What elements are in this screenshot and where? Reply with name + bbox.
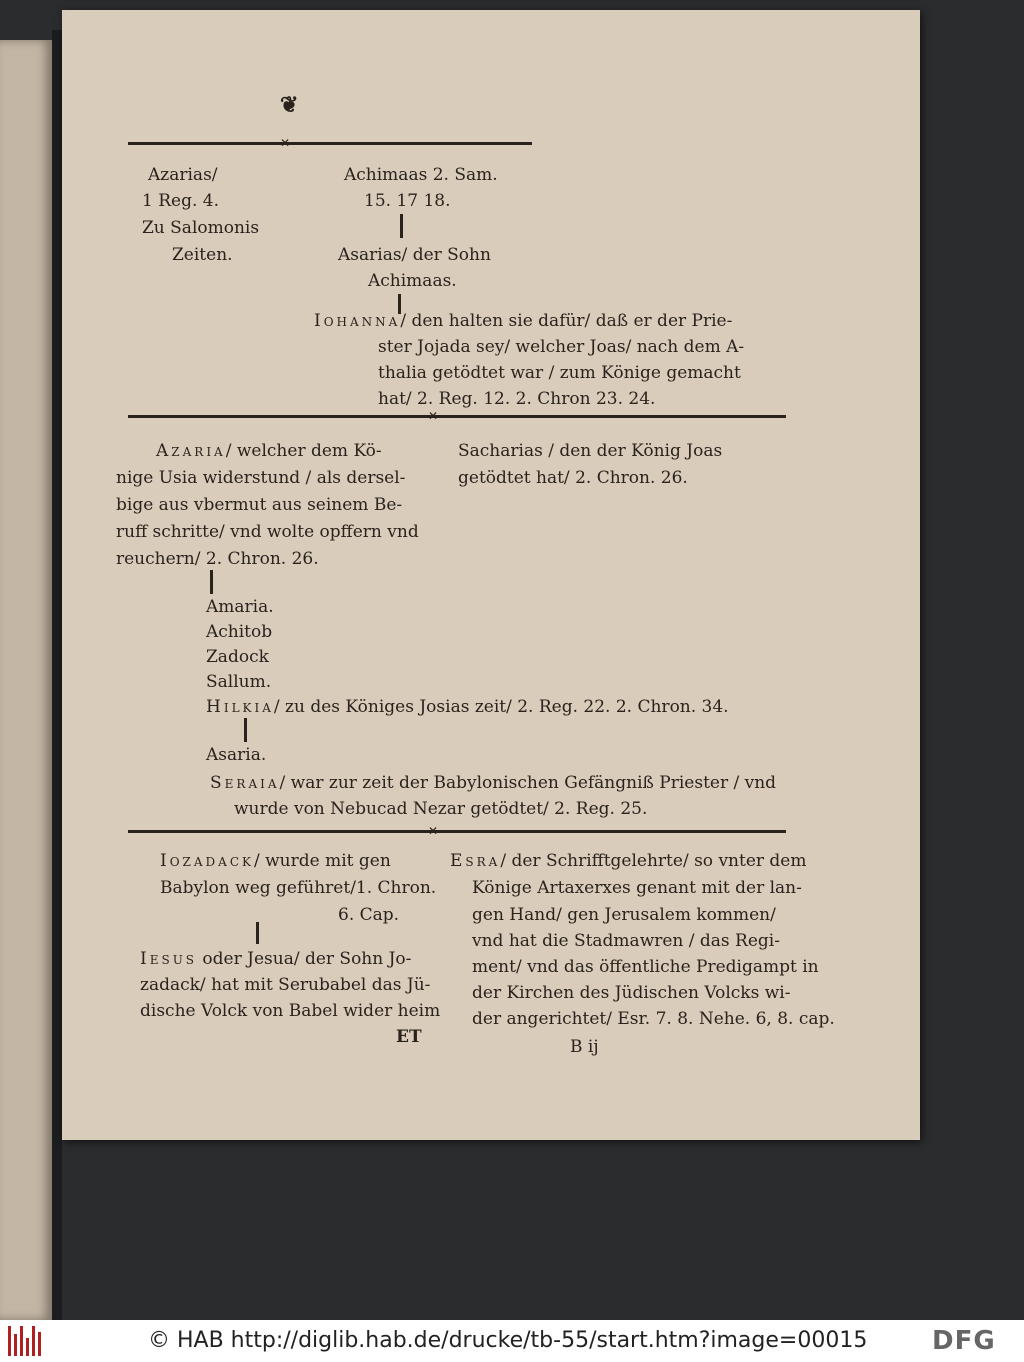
divider-rule-1: ✕: [128, 142, 532, 145]
lineage-bar: [400, 214, 403, 238]
top-ornament-icon: ❦: [280, 92, 299, 118]
azarias-line-4: Zeiten.: [172, 245, 233, 265]
achimaas-line-1: Achimaas 2. Sam.: [344, 165, 498, 185]
iozadack-line-2: Babylon weg geführet/1. Chron.: [160, 878, 437, 898]
iesus-line-3: dische Volck von Babel wider heim: [140, 1001, 441, 1021]
sacharias-line-1: Sacharias / den der König Joas: [458, 441, 723, 461]
lineage-bar: [210, 570, 213, 594]
esra-line-7: der angerichtet/ Esr. 7. 8. Nehe. 6, 8. cap.: [472, 1009, 835, 1029]
azaria-line-5: reuchern/ 2. Chron. 26.: [116, 549, 319, 569]
seraia-line-1: Seraia/ war zur zeit der Babylonischen Gefängniß Priester / vnd: [210, 773, 777, 793]
sacharias-line-2: getödtet hat/ 2. Chron. 26.: [458, 468, 688, 488]
asarias-line-1: Asarias/ der Sohn: [338, 245, 491, 265]
azaria-line-2: nige Usia widerstund / als dersel-: [116, 468, 406, 488]
johanna-line-1: Iohanna/ den halten sie dafür/ daß er der Prie-: [314, 311, 733, 331]
esra-line-1: Esra/ der Schrifftgelehrte/ so vnter dem: [450, 851, 807, 871]
book-gutter: [52, 30, 62, 1320]
esra-line-2: Könige Artaxerxes genant mit der lan-: [472, 878, 802, 898]
asarias-line-2: Achimaas.: [368, 271, 457, 291]
footer-bar: [0, 1320, 1024, 1362]
azaria-line-3: bige aus vbermut aus seinem Be-: [116, 495, 403, 515]
seraia-line-2: wurde von Nebucad Nezar getödtet/ 2. Reg. 25.: [234, 799, 648, 819]
list-item: Zadock: [206, 647, 269, 667]
hilkia-line: Hilkia/ zu des Königes Josias zeit/ 2. Reg. 22. 2. Chron. 34.: [206, 697, 729, 717]
esra-line-6: der Kirchen des Jüdischen Volcks wi-: [472, 983, 791, 1003]
copyright-link[interactable]: © HAB http://diglib.hab.de/drucke/tb-55/start.htm?image=00015: [148, 1328, 868, 1353]
esra-line-3: gen Hand/ gen Jerusalem kommen/: [472, 905, 776, 925]
iesus-line-2: zadack/ hat mit Serubabel das Jü-: [140, 975, 431, 995]
achimaas-line-2: 15. 17 18.: [364, 191, 451, 211]
lineage-bar: [256, 922, 259, 944]
dfg-logo: DFG: [932, 1326, 996, 1356]
iesus-line-1: Iesus oder Jesua/ der Sohn Jo-: [140, 949, 412, 969]
lineage-bar: [244, 718, 247, 742]
esra-line-5: ment/ vnd das öffentliche Predigampt in: [472, 957, 819, 977]
johanna-line-3: thalia getödtet war / zum Könige gemacht: [378, 363, 741, 383]
azaria-line-1: Azaria/ welcher dem Kö-: [156, 441, 382, 461]
iozadack-line-1: Iozadack/ wurde mit gen: [160, 851, 391, 871]
catchword: ET: [396, 1027, 422, 1047]
johanna-line-4: hat/ 2. Reg. 12. 2. Chron 23. 24.: [378, 389, 656, 409]
left-page-edge: [0, 40, 52, 1320]
hab-logo-icon: [8, 1326, 46, 1356]
johanna-line-2: ster Jojada sey/ welcher Joas/ nach dem A-: [378, 337, 745, 357]
signature-mark: B ij: [570, 1037, 599, 1057]
esra-line-4: vnd hat die Stadmawren / das Regi-: [472, 931, 780, 951]
book-page: [62, 10, 920, 1140]
divider-rule-3: ✕: [128, 830, 786, 833]
azarias-line-1: Azarias/: [148, 165, 218, 185]
azarias-line-3: Zu Salomonis: [142, 218, 260, 238]
asaria-line: Asaria.: [206, 745, 267, 765]
list-item: Achitob: [206, 622, 273, 642]
azarias-line-2: 1 Reg. 4.: [142, 191, 219, 211]
iozadack-line-3: 6. Cap.: [338, 905, 400, 925]
azaria-line-4: ruff schritte/ vnd wolte opffern vnd: [116, 522, 419, 542]
list-item: Sallum.: [206, 672, 272, 692]
divider-rule-2: ✕: [128, 415, 786, 418]
list-item: Amaria.: [206, 597, 274, 617]
